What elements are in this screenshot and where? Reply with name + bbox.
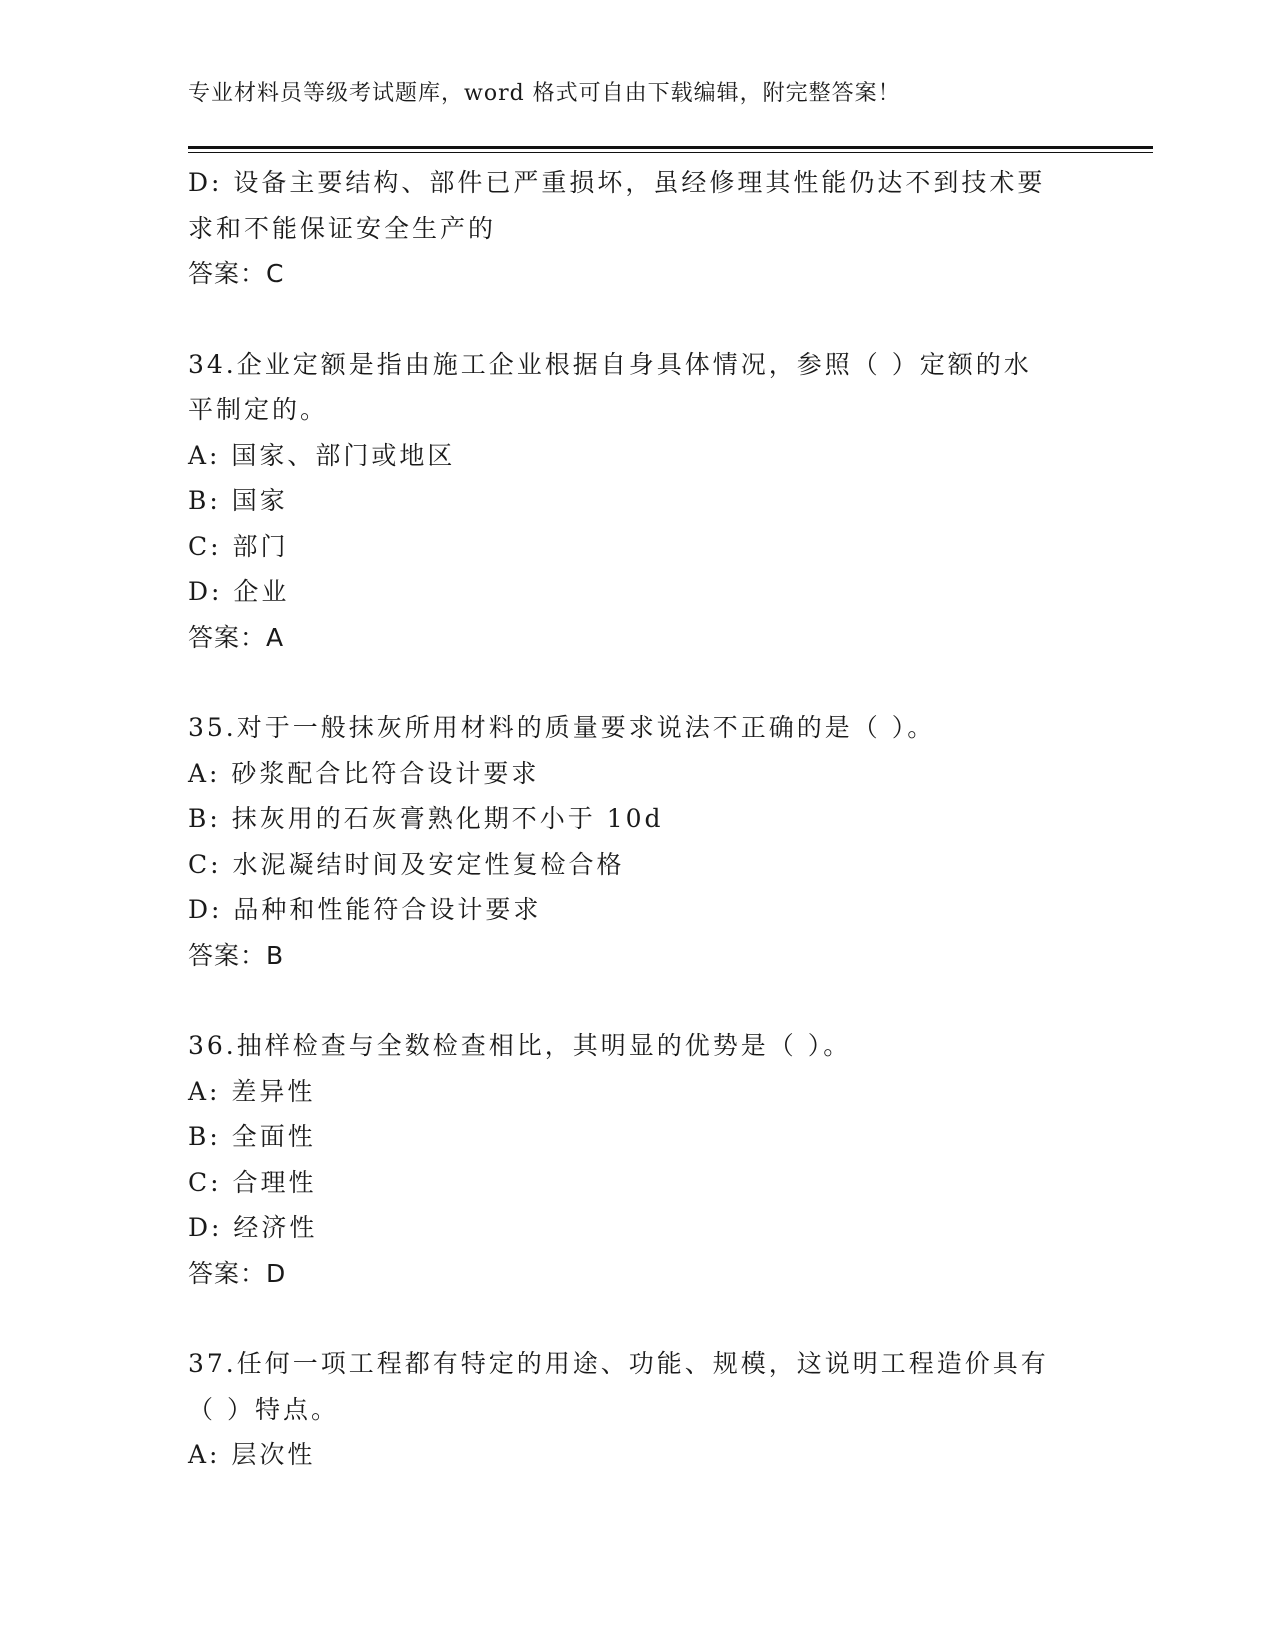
question-stem-continued: 平制定的。 [188,395,329,424]
option-d: D: 经济性 [188,1213,318,1242]
option-d: D: 设备主要结构、部件已严重损坏，虽经修理其性能仍达不到技术要 [188,168,1046,197]
question-stem: 37.任何一项工程都有特定的用途、功能、规模，这说明工程造价具有 [188,1349,1049,1378]
answer-line: 答案：C [188,259,285,288]
option-b: B: 全面性 [188,1122,316,1151]
option-c: C: 水泥凝结时间及安定性复检合格 [188,849,625,879]
answer-line: 答案：A [188,622,285,652]
question-stem: 36.抽样检查与全数检查相比，其明显的优势是（ ）。 [188,1031,852,1060]
question-stem-continued: （ ）特点。 [188,1394,339,1424]
option-d: D: 品种和性能符合设计要求 [188,895,542,924]
option-b: B: 抹灰用的石灰膏熟化期不小于 10d [188,804,664,833]
answer-line: 答案：D [188,1258,287,1288]
option-c: C: 部门 [188,531,289,561]
option-b: B: 国家 [188,486,288,515]
page-header: 专业材料员等级考试题库，word 格式可自由下载编辑，附完整答案！ [188,81,901,106]
header-divider-thick [188,146,1153,149]
option-a: A: 层次性 [188,1440,316,1469]
option-a: A: 国家、部门或地区 [188,440,456,470]
option-d-continued: 求和不能保证安全生产的 [188,213,497,243]
header-divider-thin [188,152,1153,153]
option-d: D: 企业 [188,577,290,606]
option-a: A: 差异性 [188,1076,316,1106]
option-a: A: 砂浆配合比符合设计要求 [188,758,540,788]
question-content [188,160,1088,1478]
question-stem: 35.对于一般抹灰所用材料的质量要求说法不正确的是（ ）。 [188,713,936,742]
answer-line: 答案：B [188,940,285,970]
option-c: C: 合理性 [188,1167,317,1197]
question-stem: 34.企业定额是指由施工企业根据自身具体情况，参照（ ）定额的水 [188,349,1032,379]
